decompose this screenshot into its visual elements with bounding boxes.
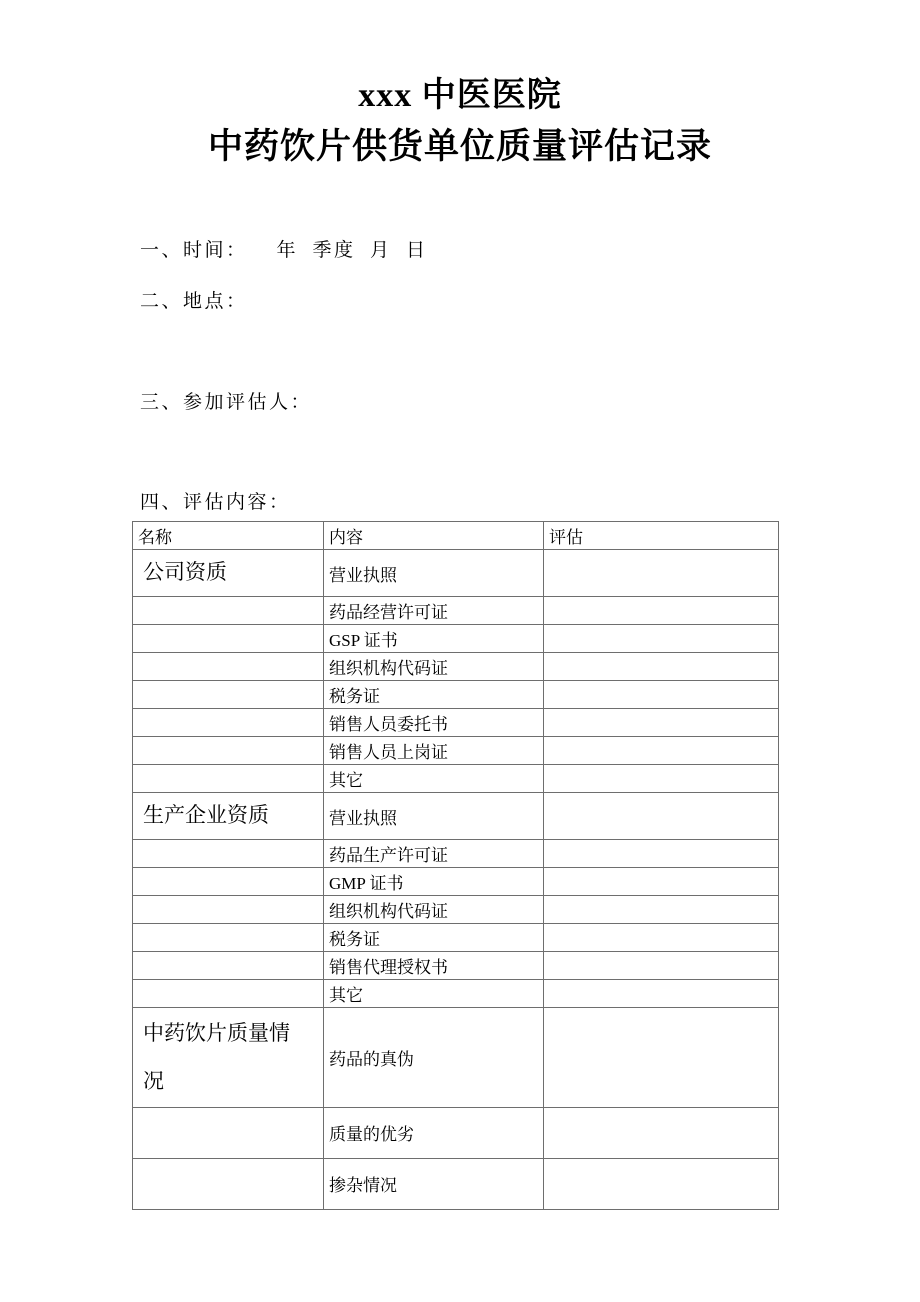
cell-content: 质量的优劣 xyxy=(324,1107,544,1158)
table-row xyxy=(133,896,779,924)
table-header-content: 内容 xyxy=(324,522,544,550)
table-row xyxy=(133,868,779,896)
doc-title-line1: xxx 中医医院 xyxy=(358,77,562,114)
cell-eval xyxy=(544,625,779,653)
cell-eval xyxy=(544,793,779,840)
cell-eval xyxy=(544,1158,779,1209)
cell-eval xyxy=(544,597,779,625)
cell-eval xyxy=(544,550,779,597)
cell-eval xyxy=(544,1008,779,1108)
cell-name: 生产企业资质 xyxy=(133,793,324,840)
table-header-name: 名称 xyxy=(133,522,324,550)
cell-name xyxy=(133,924,324,952)
cell-eval xyxy=(544,924,779,952)
cell-name xyxy=(133,1158,324,1209)
cell-name: 中药饮片质量情况 xyxy=(133,1008,324,1108)
doc-title-line2: 中药饮片供货单位质量评估记录 xyxy=(207,127,712,167)
cell-content: 药品生产许可证 xyxy=(324,840,544,868)
cell-content: 药品的真伪 xyxy=(324,1008,544,1108)
cell-content: 销售人员上岗证 xyxy=(324,737,544,765)
cell-eval xyxy=(544,1107,779,1158)
cell-eval xyxy=(544,681,779,709)
table-row xyxy=(133,924,779,952)
table-row xyxy=(133,1008,779,1108)
cell-eval xyxy=(544,709,779,737)
cell-name xyxy=(133,1107,324,1158)
table-row xyxy=(133,709,779,737)
table-row xyxy=(133,737,779,765)
table-row xyxy=(133,653,779,681)
field-location: 二、地点： xyxy=(140,291,248,313)
field-time: 一、时间： 年 季度 月 日 xyxy=(140,240,428,262)
cell-content: GMP 证书 xyxy=(324,868,544,896)
cell-name xyxy=(133,952,324,980)
evaluation-table xyxy=(132,521,779,1210)
table-row xyxy=(133,1107,779,1158)
cell-name: 公司资质 xyxy=(133,550,324,597)
cell-name xyxy=(133,597,324,625)
cell-eval xyxy=(544,653,779,681)
table-row xyxy=(133,793,779,840)
cell-content: 税务证 xyxy=(324,681,544,709)
cell-content: 其它 xyxy=(324,765,544,793)
cell-eval xyxy=(544,896,779,924)
table-row xyxy=(133,840,779,868)
cell-content: 药品经营许可证 xyxy=(324,597,544,625)
cell-name xyxy=(133,765,324,793)
field-evaluators: 三、参加评估人： xyxy=(140,391,313,413)
cell-name xyxy=(133,896,324,924)
table-header-eval: 评估 xyxy=(544,522,779,550)
table-row xyxy=(133,625,779,653)
cell-content: 掺杂情况 xyxy=(324,1158,544,1209)
cell-content: 其它 xyxy=(324,980,544,1008)
cell-name xyxy=(133,737,324,765)
table-row xyxy=(133,550,779,597)
cell-content: 税务证 xyxy=(324,924,544,952)
table-row xyxy=(133,681,779,709)
table-row xyxy=(133,765,779,793)
cell-name xyxy=(133,840,324,868)
table-header-row xyxy=(133,522,779,550)
cell-eval xyxy=(544,980,779,1008)
table-row xyxy=(133,1158,779,1209)
cell-content: GSP 证书 xyxy=(324,625,544,653)
cell-eval xyxy=(544,737,779,765)
cell-eval xyxy=(544,952,779,980)
field-eval-content-label: 四、评估内容： xyxy=(140,492,291,514)
cell-eval xyxy=(544,840,779,868)
table-row xyxy=(133,597,779,625)
cell-content: 销售人员委托书 xyxy=(324,709,544,737)
table-row xyxy=(133,980,779,1008)
cell-name xyxy=(133,625,324,653)
cell-name xyxy=(133,681,324,709)
table-row xyxy=(133,952,779,980)
cell-content: 营业执照 xyxy=(324,550,544,597)
cell-name xyxy=(133,653,324,681)
cell-name xyxy=(133,868,324,896)
cell-name xyxy=(133,980,324,1008)
cell-eval xyxy=(544,868,779,896)
cell-content: 组织机构代码证 xyxy=(324,653,544,681)
cell-name xyxy=(133,709,324,737)
cell-content: 组织机构代码证 xyxy=(324,896,544,924)
cell-content: 销售代理授权书 xyxy=(324,952,544,980)
document-header xyxy=(0,0,920,167)
cell-content: 营业执照 xyxy=(324,793,544,840)
cell-eval xyxy=(544,765,779,793)
